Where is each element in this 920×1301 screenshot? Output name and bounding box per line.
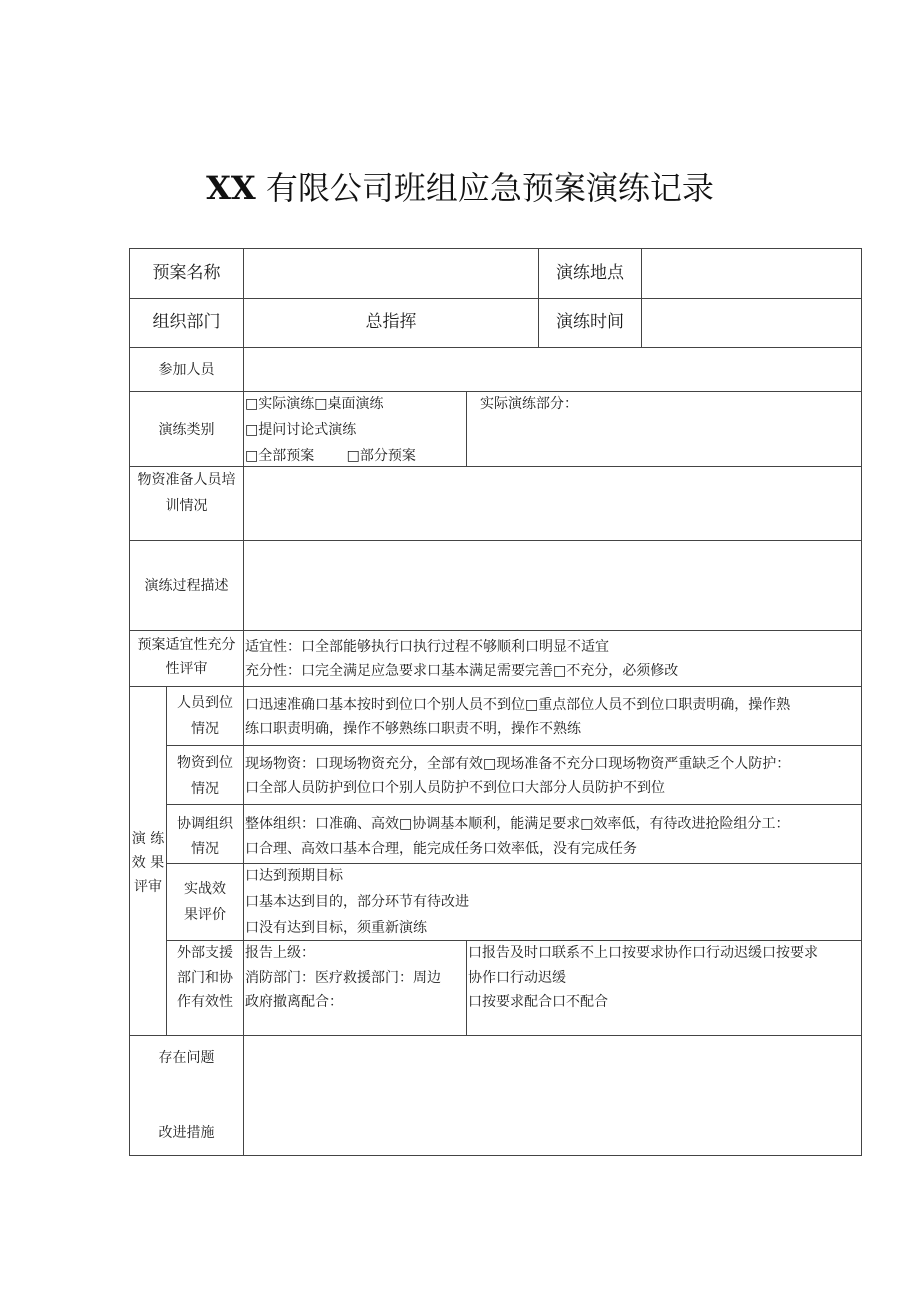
personnel-line1[interactable]: 口迅速准确口基本按时到位口个别人员不到位□重点部位人员不到位口职责明确，操作熟 xyxy=(245,697,791,713)
effect-label-line2: 效 果 xyxy=(131,855,165,871)
cell-location-value[interactable] xyxy=(641,248,862,299)
location-label: 演练地点 xyxy=(556,263,624,283)
problems-label: 存在问题 xyxy=(158,1050,215,1066)
external-left-line2: 消防部门：医疗救援部门：周边 xyxy=(245,970,441,986)
external-label-line3: 作有效性 xyxy=(177,994,233,1010)
combat-label-line2: 果评价 xyxy=(184,907,226,923)
personnel-label-line2: 情况 xyxy=(191,721,219,737)
cell-drill-time-value[interactable] xyxy=(641,298,862,348)
drill-time-label: 演练时间 xyxy=(556,312,624,332)
cell-problems-value[interactable] xyxy=(243,1035,862,1156)
materials-line2[interactable]: 口全部人员防护到位口个别人员防护不到位口大部分人员防护不到位 xyxy=(245,780,665,796)
coord-label-line1: 协调组织 xyxy=(177,816,233,832)
external-label-line1: 外部支援 xyxy=(177,945,233,961)
external-label-line2: 部门和协 xyxy=(177,970,233,986)
materials-line1[interactable]: 现场物资：口现场物资充分，全部有效□现场准备不充分口现场物资严重缺乏个人防护： xyxy=(245,756,791,772)
external-left-line1: 报告上级： xyxy=(245,945,315,961)
cell-participants-value[interactable] xyxy=(243,347,862,392)
category-option-2[interactable]: □提问讨论式演练 xyxy=(245,422,357,438)
participants-label: 参加人员 xyxy=(158,362,215,378)
suitability-label-line1: 预案适宜性充分 xyxy=(137,637,236,653)
suitability-label-line2: 性评审 xyxy=(165,661,208,677)
actual-part-label: 实际演练部分： xyxy=(480,396,578,412)
page-title xyxy=(0,166,920,210)
personnel-label-line1: 人员到位 xyxy=(177,695,233,711)
suitability-line1[interactable]: 适宜性：口全部能够执行口执行过程不够顺利口明显不适宜 xyxy=(245,639,609,655)
external-left-line3: 政府撤离配合： xyxy=(245,994,343,1010)
cell-material-value[interactable] xyxy=(243,466,862,541)
effect-label-line3: 评审 xyxy=(134,879,162,895)
cell-process-value[interactable] xyxy=(243,540,862,631)
suitability-line2[interactable]: 充分性：口完全满足应急要求口基本满足需要完善□不充分，必须修改 xyxy=(245,663,679,679)
external-right-line1[interactable]: 口报告及时口联系不上口按要求协作口行动迟缓口按要求 xyxy=(468,945,818,961)
external-right-line3[interactable]: 口按要求配合口不配合 xyxy=(468,994,608,1010)
effect-label-line1: 演 练 xyxy=(131,831,165,847)
plan-name-label: 预案名称 xyxy=(152,263,221,283)
coord-label-line2: 情况 xyxy=(191,841,219,857)
improvement-label: 改进措施 xyxy=(158,1125,215,1141)
category-option-1[interactable]: □实际演练□桌面演练 xyxy=(245,396,384,412)
combat-line2[interactable]: 口基本达到目的，部分环节有待改进 xyxy=(245,894,469,910)
coord-line2[interactable]: 口合理、高效口基本合理，能完成任务口效率低，没有完成任务 xyxy=(245,841,637,857)
combat-line1[interactable]: 口达到预期目标 xyxy=(245,868,343,884)
cell-plan-name-value[interactable] xyxy=(243,248,539,299)
process-label: 演练过程描述 xyxy=(144,578,229,594)
external-right-line2[interactable]: 协作口行动迟缓 xyxy=(468,970,566,986)
materials-label-line1: 物资到位 xyxy=(177,755,233,771)
category-label: 演练类别 xyxy=(158,422,215,438)
combat-line3[interactable]: 口没有达到目标，须重新演练 xyxy=(245,920,427,936)
commander-label: 总指挥 xyxy=(365,312,417,332)
coord-line1[interactable]: 整体组织：口准确、高效□协调基本顺利，能满足要求□效率低，有待改进抢险组分工： xyxy=(245,816,790,832)
material-label-line2: 训情况 xyxy=(165,498,208,514)
combat-label-line1: 实战效 xyxy=(184,881,226,897)
materials-label-line2: 情况 xyxy=(191,781,219,797)
material-label-line1: 物资准备人员培 xyxy=(137,472,236,488)
title-prefix: XX xyxy=(206,169,256,207)
title-rest: 有限公司班组应急预案演练记录 xyxy=(265,169,714,207)
personnel-line2[interactable]: 练口职责明确，操作不够熟练口职责不明，操作不熟练 xyxy=(245,721,581,737)
category-option-3[interactable]: □全部预案 □部分预案 xyxy=(245,448,416,464)
org-dept-label: 组织部门 xyxy=(152,312,221,332)
